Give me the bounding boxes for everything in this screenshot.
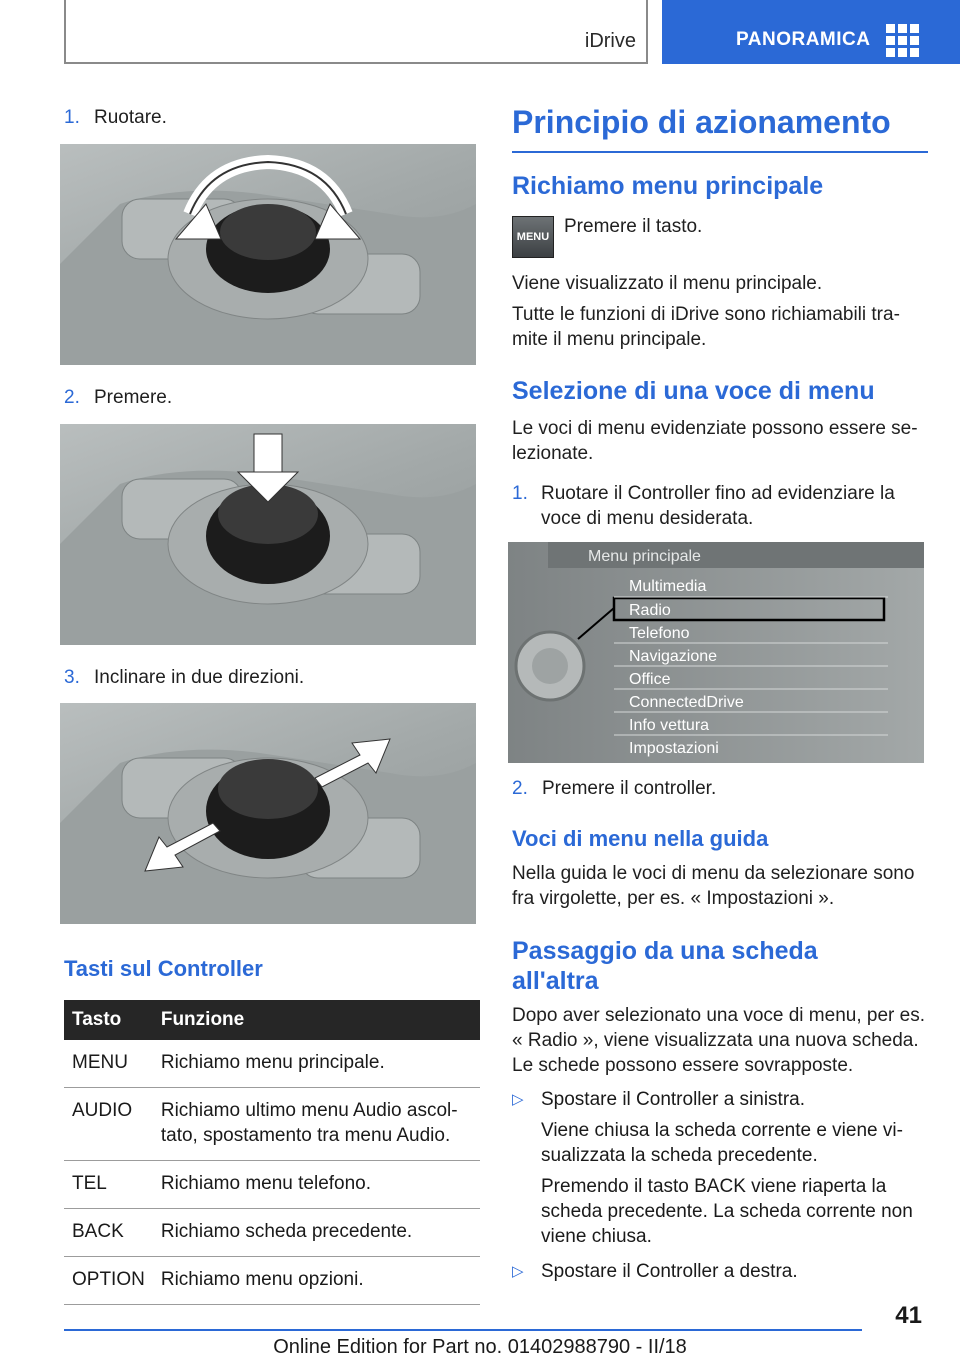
bullet-paragraph: Premendo il tasto BACK viene riaperta la scheda precedente. La scheda corrente non viene chiusa.	[541, 1176, 913, 1247]
step-text: Ruotare il Controller fino ad evidenziare la voce di menu desiderata.	[541, 483, 895, 529]
function-cell: Richiamo menu principale.	[153, 1040, 480, 1088]
key-cell: AUDIO	[64, 1088, 153, 1161]
press-key-text: Premere il tasto.	[564, 216, 703, 237]
step-text: Ruotare.	[94, 107, 167, 128]
function-cell: Richiamo menu telefono.	[153, 1161, 480, 1209]
panorama-label: PANORAMICA	[736, 29, 871, 50]
menu-item: Impostazioni	[629, 740, 719, 757]
table-row	[64, 1088, 480, 1161]
controller-rotate-image	[60, 144, 476, 365]
menu-item-highlighted: Radio	[629, 602, 671, 619]
menu-item: Info vettura	[629, 717, 710, 734]
menu-item: ConnectedDrive	[629, 694, 744, 711]
heading-main-menu: Richiamo menu principale	[512, 172, 824, 200]
heading-switch-tabs	[512, 936, 818, 996]
triangle-bullet-icon: ▷	[512, 1091, 524, 1108]
key-cell: MENU	[64, 1040, 153, 1088]
triangle-bullet-icon: ▷	[512, 1263, 524, 1280]
main-menu-screenshot	[508, 542, 924, 763]
step-tilt	[64, 667, 304, 689]
heading-menu-items-guide: Voci di menu nella guida	[512, 826, 769, 851]
bullet-paragraph: Viene chiusa la scheda corrente e viene vi-sualizzata la scheda precedente.	[541, 1120, 903, 1166]
controller-tilt-image	[60, 703, 476, 924]
section-title: iDrive	[584, 30, 636, 52]
step-text: Premere il controller.	[542, 778, 717, 799]
step-number: 1.	[512, 483, 528, 504]
panorama-tab[interactable]	[662, 0, 960, 64]
bullet-text: Spostare il Controller a destra.	[541, 1261, 798, 1282]
bullet-text: Spostare il Controller a sinistra.	[541, 1089, 805, 1110]
page-number: 41	[895, 1302, 922, 1329]
footer-divider	[64, 1329, 862, 1331]
paragraph: Tutte le funzioni di iDrive sono richiamabili tra-mite il menu principale.	[512, 304, 900, 350]
heading-line: Passaggio da una scheda	[512, 937, 818, 965]
paragraph: Le voci di menu evidenziate possono essere se-lezionate.	[512, 418, 918, 464]
heading-select-item: Selezione di una voce di menu	[512, 377, 875, 405]
edition-footer: Online Edition for Part no. 01402988790 - II/18	[273, 1336, 687, 1358]
step-press	[64, 387, 172, 409]
function-cell: Richiamo ultimo menu Audio ascol-tato, spostamento tra menu Audio.	[153, 1088, 480, 1161]
keys-heading: Tasti sul Controller	[64, 956, 263, 981]
table-row	[64, 1040, 480, 1088]
step-text: Premere.	[94, 387, 173, 408]
step-number: 3.	[64, 667, 80, 688]
menu-title: Menu principale	[588, 548, 701, 565]
controller-press-image	[60, 424, 476, 645]
menu-icon-label: MENU	[516, 231, 550, 243]
key-cell: TEL	[64, 1161, 153, 1209]
table-header-row	[64, 1000, 480, 1040]
grid-icon	[886, 24, 919, 57]
table-row	[64, 1161, 480, 1209]
page-title: Principio di azionamento	[512, 104, 928, 153]
menu-item: Multimedia	[629, 578, 707, 595]
step-number: 1.	[64, 107, 80, 128]
step-number: 2.	[512, 778, 528, 799]
header-frame	[64, 0, 648, 64]
key-cell: OPTION	[64, 1257, 153, 1305]
bullet-left	[512, 1087, 916, 1249]
table-row	[64, 1209, 480, 1257]
menu-button-icon	[512, 216, 554, 258]
step-number: 2.	[64, 387, 80, 408]
table-header: Funzione	[153, 1000, 480, 1040]
step-text: Inclinare in due direzioni.	[94, 667, 305, 688]
table-row	[64, 1257, 480, 1305]
step-rotate-controller	[512, 481, 916, 531]
step-rotate	[64, 107, 167, 129]
menu-item: Navigazione	[629, 648, 718, 665]
function-cell: Richiamo menu opzioni.	[153, 1257, 480, 1305]
paragraph: Viene visualizzato il menu principale.	[512, 273, 823, 294]
paragraph: Dopo aver selezionato una voce di menu, per es. « Radio », viene visualizzata una nuova scheda. Le schede possono essere sovrapposte.	[512, 1005, 925, 1076]
function-cell: Richiamo scheda precedente.	[153, 1209, 480, 1257]
menu-item: Telefono	[629, 625, 690, 642]
controller-keys-table	[64, 1000, 480, 1305]
heading-line: all'altra	[512, 967, 599, 995]
paragraph: Nella guida le voci di menu da selezionare sono fra virgolette, per es. « Impostazioni ».	[512, 863, 915, 909]
menu-item: Office	[629, 671, 671, 688]
table-header: Tasto	[64, 1000, 153, 1040]
step-press-controller	[512, 778, 716, 800]
key-cell: BACK	[64, 1209, 153, 1257]
bullet-right	[512, 1259, 916, 1284]
